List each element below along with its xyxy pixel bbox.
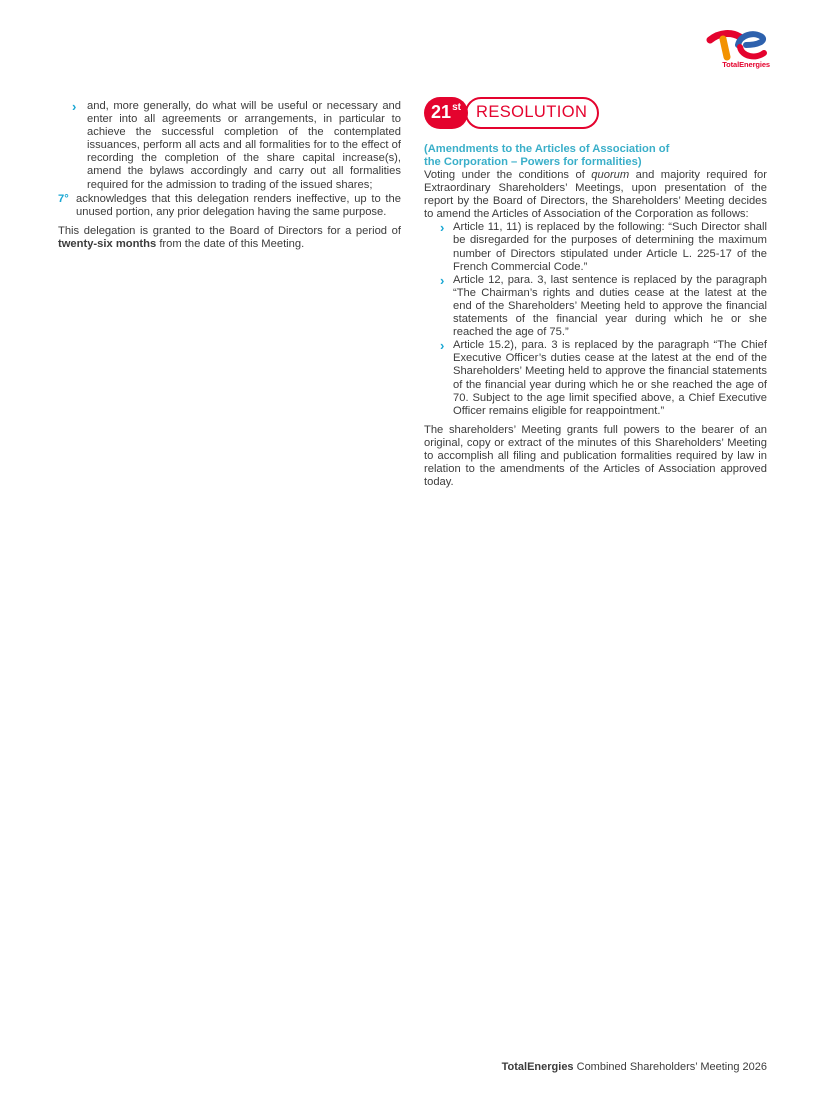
- resolution-intro: [424, 169, 767, 221]
- chevron-right-icon: ›: [72, 99, 77, 114]
- closing-paragraph: The shareholders’ Meeting grants full powers to the bearer of an original, copy or extract of the minutes of this Shareholders’ Meeting to accomplish all filing and publication formalities required by law in relation to the amendments of the Articles of Association approved today.: [424, 423, 767, 489]
- amendments-list: [424, 221, 767, 417]
- resolution-badge: [424, 97, 767, 129]
- resolution-label: RESOLUTION: [465, 97, 599, 129]
- right-column: [424, 97, 767, 489]
- heading-line-2: the Corporation – Powers for formalities): [424, 156, 642, 168]
- list-item: [424, 339, 767, 418]
- list-item: [424, 274, 767, 339]
- numbered-item-7: [58, 193, 401, 219]
- amendment-text: Article 11, 11) is replaced by the following: “Such Director shall be disregarded for the purposes of determining the maximum number of Directors stipulated under Article L. 225-17 of the French Commercial Code.”: [453, 221, 767, 273]
- item-text: acknowledges that this delegation renders ineffective, up to the unused portion, any prior delegation having the same purpose.: [76, 192, 401, 218]
- amendment-text: Article 15.2), para. 3 is replaced by the paragraph “The Chief Executive Officer’s duties cease at the latest at the end of the Shareholders’ Meeting held to approve the financial statements of the financial year during which he or she reached the age of 70. Subject to the age limit specified above, a Chief Executive Officer remains eligible for reappointment.”: [453, 339, 767, 417]
- resolution-number: [424, 97, 468, 129]
- resolution-number-suffix: st: [452, 102, 461, 113]
- intro-text-start: Voting under the conditions of: [424, 169, 592, 181]
- footer-brand: TotalEnergies: [501, 1061, 574, 1073]
- list-item: [58, 100, 401, 192]
- bullet-text: and, more generally, do what will be useful or necessary and enter into all agreements or arrangements, in particular to achieve the successful completion of the contemplated issuances, perform all acts and all formalities for to the effect of recording the completion of the share capital increase(s), amend the bylaws accordingly and carry out all formalities required for the admission to trading of the issued shares;: [87, 100, 401, 191]
- item-number: 7°: [58, 192, 69, 205]
- delegation-text-end: from the date of this Meeting.: [156, 237, 305, 250]
- left-column: [58, 100, 401, 251]
- intro-text-end: and majority required for Extraordinary Shareholders’ Meetings, upon presentation of the report by the Board of Directors, the Shareholders’ Meeting decides to amend the Articles of Association of the Corporation as follows:: [424, 169, 767, 221]
- amendment-text: Article 12, para. 3, last sentence is replaced by the paragraph “The Chairman’s rights and duties cease at the latest at the end of the Shareholders’ Meeting held to approve the financial statements of the financial year during which he or she reached the age of 75.”: [453, 273, 767, 339]
- delegation-paragraph: [58, 225, 401, 251]
- delegation-text-start: This delegation is granted to the Board of Directors for a period of: [58, 224, 401, 237]
- footer-text: Combined Shareholders’ Meeting 2026: [573, 1061, 767, 1073]
- delegation-duration: twenty-six months: [58, 237, 157, 250]
- totalenergies-logo-mark: [706, 27, 770, 61]
- list-item: [424, 221, 767, 273]
- chevron-right-icon: ›: [440, 272, 445, 288]
- heading-line-1: (Amendments to the Articles of Association of: [424, 143, 670, 155]
- logo-wordmark: TotalEnergies: [722, 60, 770, 69]
- chevron-right-icon: ›: [440, 220, 445, 236]
- resolution-number-text: 21: [431, 102, 452, 123]
- intro-emphasis: quorum: [591, 169, 630, 181]
- totalenergies-logo: [706, 27, 770, 71]
- page-footer: [502, 1061, 767, 1074]
- chevron-right-icon: ›: [440, 338, 445, 354]
- resolution-heading: [424, 143, 767, 169]
